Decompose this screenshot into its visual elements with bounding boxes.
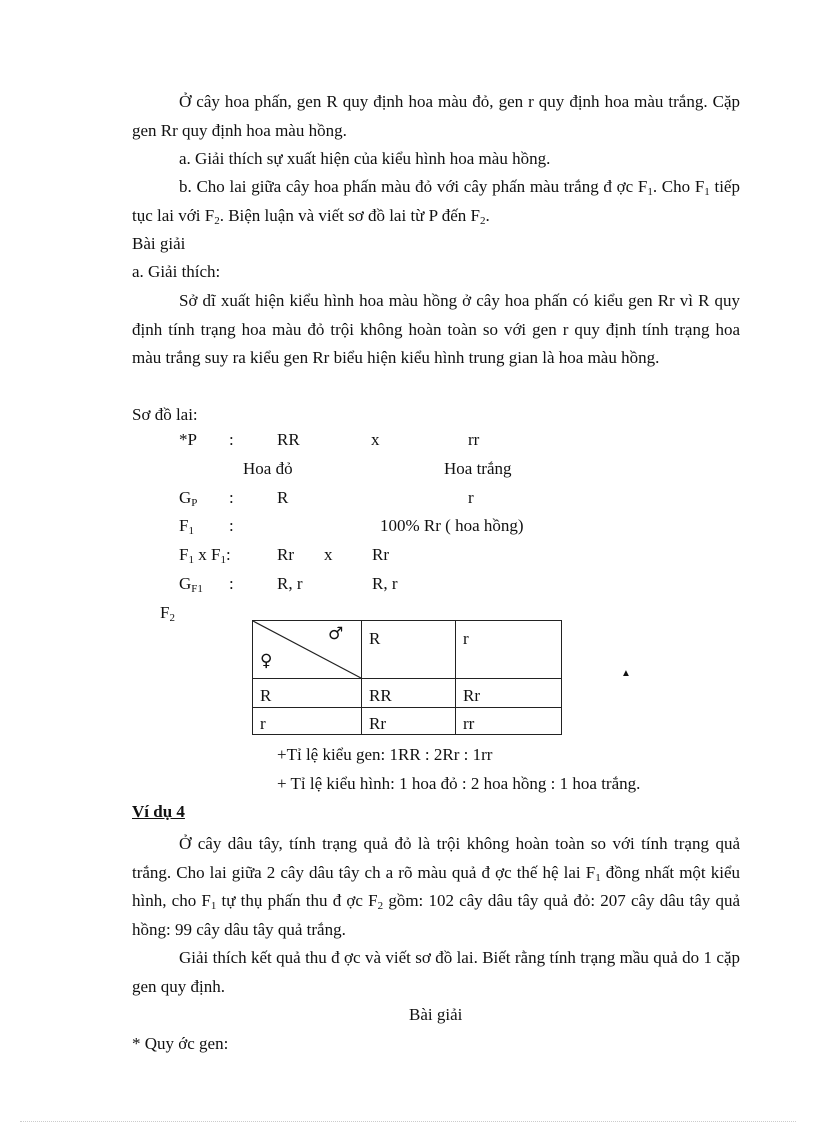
cell-RR: RR	[362, 679, 456, 708]
gf1-label: $G_{F1}$	[179, 574, 203, 595]
row-label-r: r	[253, 708, 362, 735]
punnett-corner	[253, 621, 362, 679]
colon: :	[229, 516, 234, 535]
cross-diagram-label: Sơ đồ lai:	[132, 405, 198, 424]
explain-paragraph: Sở dĩ xuất hiện kiểu hình hoa màu hồng ở cây hoa phấn có kiểu gen Rr vì R quy định tính trạng hoa màu đỏ trội không hoàn toàn so với gen r quy định tính trạng hoa màu trắng suy ra kiểu gen Rr biểu hiện kiểu hình trung gian là hoa màu hồng.	[132, 291, 740, 367]
triangle-marker-icon: ▲	[621, 668, 631, 679]
page-bottom-divider	[20, 1121, 796, 1122]
p-genotype-white: rr	[468, 430, 480, 449]
f1-result: 100% Rr ( hoa hồng)	[380, 516, 524, 535]
punnett-square	[252, 620, 562, 735]
gp-label: $G_P$	[179, 488, 198, 509]
colon: :	[229, 430, 234, 449]
f1-parent-1: Rr	[277, 545, 294, 564]
example-4-paragraph: Ở cây dâu tây, tính trạng quả đỏ là trội không hoàn toàn so với tính trạng quả trắng. Cho lai giữa 2 cây dâu tây ch a rõ màu quả đ ợc thế hệ lai $F_1$ đồng nhất một kiểu hình, cho $F_1$ tự thụ phấn thu đ ợc $F_2$ gồm: 102 cây dâu tây quả đỏ: 207 cây dâu tây quả hồng: 99 cây dâu tây quả trắng.	[132, 834, 741, 939]
gametes-2: R, r	[372, 574, 398, 593]
phenotype-red: Hoa đỏ	[243, 459, 293, 478]
intro-paragraph: Ở cây hoa phấn, gen R quy định hoa màu đỏ, gen r quy định hoa màu trắng. Cặp gen Rr quy định hoa màu hồng.	[132, 92, 740, 140]
gamete-r: r	[468, 488, 474, 507]
cross-symbol: x	[371, 430, 380, 449]
colon: :	[229, 574, 234, 593]
question-b: b. Cho lai giữa cây hoa phấn màu đỏ với cây phấn màu trắng đ ợc $F_1$. Cho $F_1$ tiếp tục lai với $F_2$. Biện luận và viết sơ đồ lai từ P đến $F_2$.	[132, 177, 740, 227]
f1-parent-2: Rr	[372, 545, 389, 564]
p-label: *P	[179, 430, 197, 449]
phenotype-ratio: + Tỉ lệ kiểu hình: 1 hoa đỏ : 2 hoa hồng : 1 hoa trắng.	[277, 774, 641, 793]
cell-rr: rr	[456, 708, 562, 735]
example-4-question: Giải thích kết quả thu đ ợc và viết sơ đồ lai. Biết rằng tính trạng mầu quả do 1 cặp gen quy định.	[132, 948, 740, 996]
cell-Rr: Rr	[456, 679, 562, 708]
header-R: R	[362, 621, 456, 679]
row-label-R: R	[253, 679, 362, 708]
f2-label: $F_2$	[160, 603, 175, 624]
cell-Rr-2: Rr	[362, 708, 456, 735]
question-a: a. Giải thích sự xuất hiện của kiểu hình hoa màu hồng.	[179, 149, 551, 168]
solution-heading: Bài giải	[132, 234, 186, 253]
male-symbol-icon: ♂	[328, 624, 344, 644]
f1xf1-label: $F_1$ x $F_1$:	[179, 545, 231, 566]
cross-symbol: x	[324, 545, 333, 564]
header-r: r	[456, 621, 562, 679]
example-4-heading: Ví dụ 4	[132, 802, 185, 821]
p-genotype-red: RR	[277, 430, 300, 449]
example-4-solution-heading: Bài giải	[409, 1005, 463, 1024]
female-symbol-icon: ♀	[260, 651, 273, 671]
gametes-1: R, r	[277, 574, 303, 593]
genotype-ratio: +Tỉ lệ kiểu gen: 1RR : 2Rr : 1rr	[277, 745, 493, 764]
colon: :	[229, 488, 234, 507]
phenotype-white: Hoa trắng	[444, 459, 512, 478]
gene-convention-label: * Quy ớc gen:	[132, 1034, 229, 1053]
gamete-R: R	[277, 488, 289, 507]
explain-heading: a. Giải thích:	[132, 262, 221, 281]
f1-label: $F_1$	[179, 516, 194, 537]
